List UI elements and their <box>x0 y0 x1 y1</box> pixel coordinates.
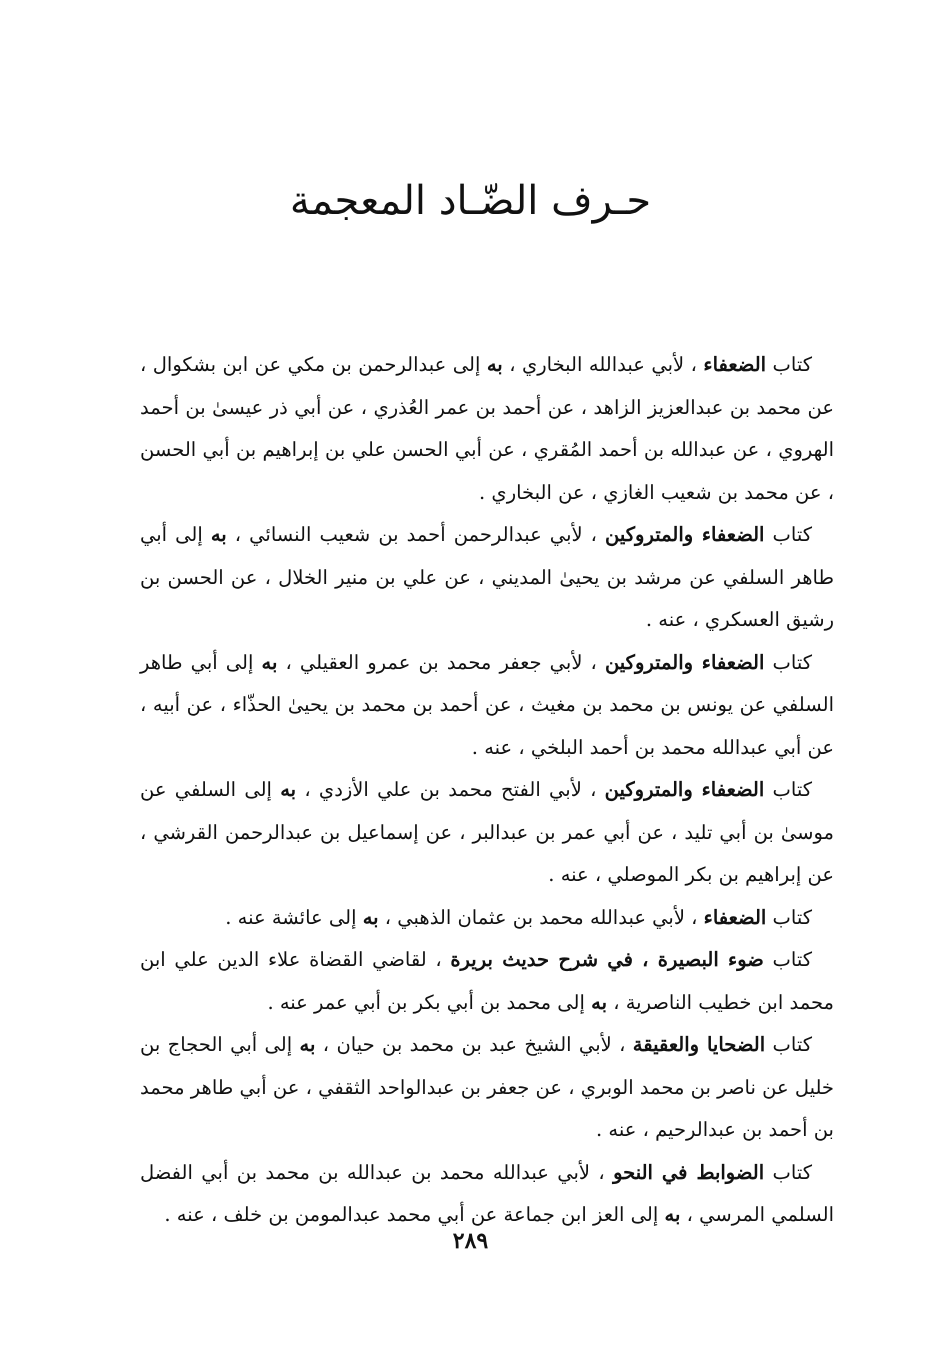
book-title: الضعفاء والمتروكين <box>604 778 765 801</box>
chain-keyword: به <box>591 990 608 1014</box>
page-number: ٢٨٩ <box>452 1228 489 1254</box>
entry-chain: إلى أبي طاهر السلفي عن يونس بن محمد بن مغيث ، عن أحمد بن محمد بن يحيىٰ الحذّاء ، عن أبيه ، عن أبي عبدالله محمد بن أحمد البلخي ، عنه . <box>140 650 834 759</box>
main-text <box>140 344 834 1237</box>
chapter-title: حـرف الضّـاد المعجمة <box>289 178 652 224</box>
entry-prefix: كتاب <box>764 778 813 801</box>
chain-keyword: به <box>486 353 503 376</box>
chain-keyword: به <box>362 905 379 929</box>
entry-author: ، لأبي عبدالله محمد بن عبدالله بن محمد بن أبي الفضل السلمي المرسي ، <box>140 1160 834 1226</box>
book-title: الضعفاء <box>703 353 767 376</box>
entry-chain: إلى أبي طاهر السلفي عن مرشد بن يحيىٰ المديني ، عن علي بن منير الخلال ، عن الحسن بن رشيق العسكري ، عنه . <box>140 523 834 631</box>
entry-chain: إلى محمد بن أبي بكر بن أبي عمر عنه . <box>267 990 592 1014</box>
entry-chain: إلى عائشة عنه . <box>225 905 363 929</box>
book-title: الضعفاء والمتروكين <box>605 523 765 546</box>
book-title: الضعفاء والمتروكين <box>604 650 765 674</box>
book-title: الضوابط في النحو <box>613 1160 765 1184</box>
entry-author: ، لأبي عبدالله محمد بن عثمان الذهبي ، <box>378 905 704 929</box>
entry-paragraph <box>140 897 834 940</box>
chain-keyword: به <box>299 1033 316 1056</box>
entry-prefix: كتاب <box>765 1033 813 1056</box>
entry-prefix: كتاب <box>764 1160 812 1184</box>
entry-author: ، لأبي عبدالله البخاري ، <box>502 353 704 376</box>
chain-keyword: به <box>261 650 278 674</box>
entry-author: ، لأبي عبدالرحمن أحمد بن شعيب النسائي ، <box>226 523 606 546</box>
chain-keyword: به <box>210 523 227 546</box>
entry-chain: إلى السلفي عن موسىٰ بن أبي تليد ، عن أبي عمر بن عبدالبر ، عن إسماعيل بن عبدالرحمن القرشي ، عن إبراهيم بن بكر الموصلي ، عنه . <box>140 778 834 886</box>
chain-keyword: به <box>664 1203 681 1226</box>
entry-author: ، لقاضي القضاة علاء الدين علي ابن محمد ابن خطيب الناصرية ، <box>140 948 834 1014</box>
entry-paragraph <box>140 344 834 514</box>
entry-paragraph <box>140 514 834 642</box>
entry-paragraph <box>140 769 834 897</box>
entry-prefix: كتاب <box>766 905 812 929</box>
entry-paragraph <box>140 939 834 1024</box>
entry-prefix: كتاب <box>763 948 813 971</box>
book-title: الضحايا والعقيقة <box>632 1033 766 1056</box>
entry-paragraph <box>140 1024 834 1152</box>
entry-paragraph <box>140 642 834 770</box>
chain-keyword: به <box>280 778 297 801</box>
entry-paragraph <box>140 1152 834 1237</box>
entry-prefix: كتاب <box>766 353 812 376</box>
entry-chain: إلى العز ابن جماعة عن أبي محمد عبدالمومن بن خلف ، عنه . <box>164 1203 665 1226</box>
entry-author: ، لأبي الفتح محمد بن علي الأزدي ، <box>296 778 605 801</box>
entry-author: ، لأبي جعفر محمد بن عمرو العقيلي ، <box>277 650 605 674</box>
entry-chain: إلى عبدالرحمن بن مكي عن ابن بشكوال ، عن محمد بن عبدالعزيز الزاهد ، عن أحمد بن عمر العُذري ، عن أبي ذر عيسىٰ بن أحمد الهروي ، عن عبدالله بن أحمد المُقري ، عن أبي الحسن علي بن إبراهيم بن أبي الحسن ، عن محمد بن شعيب الغازي ، عن البخاري . <box>140 353 834 504</box>
entry-author: ، لأبي الشيخ عبد بن محمد بن حيان ، <box>315 1033 633 1056</box>
book-title: ضوء البصيرة ، في شرح حديث بريرة <box>450 948 764 971</box>
entry-chain: إلى أبي الحجاج بن خليل عن ناصر بن محمد الوبري ، عن جعفر بن عبدالواحد الثقفي ، عن أبي طاهر محمد بن أحمد بن عبدالرحيم ، عنه . <box>140 1033 834 1141</box>
entry-prefix: كتاب <box>764 650 812 674</box>
entry-prefix: كتاب <box>764 523 813 546</box>
book-title: الضعفاء <box>703 905 767 929</box>
